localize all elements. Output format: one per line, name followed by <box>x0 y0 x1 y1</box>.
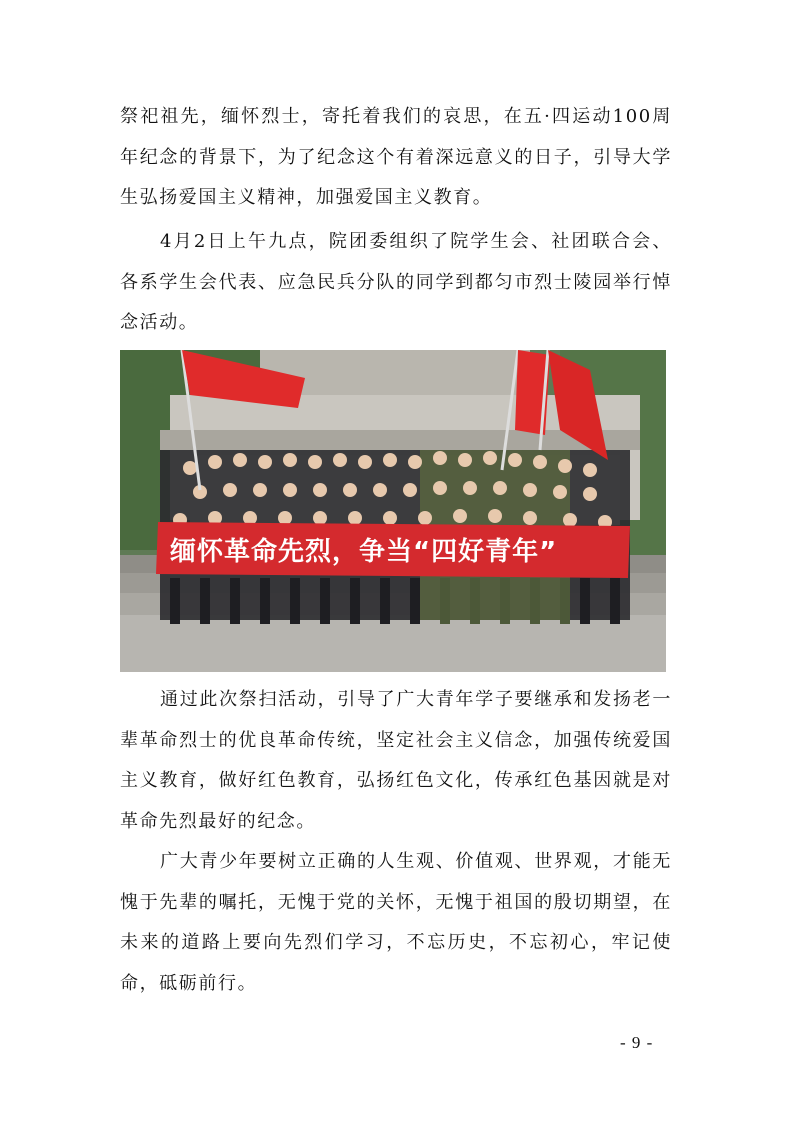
paragraph-call-to-action: 广大青少年要树立正确的人生观、价值观、世界观，才能无愧于先辈的嘱托，无愧于党的关怀，无愧于祖国的殷切期望，在未来的道路上要向先烈们学习，不忘历史，不忘初心，牢记使命，砥砺前行。 <box>120 851 672 994</box>
paragraph-intro: 祭祀祖先，缅怀烈士，寄托着我们的哀思，在五·四运动100周年纪念的背景下，为了纪念这个有着深远意义的日子，引导大学生弘扬爱国主义精神，加强爱国主义教育。 <box>120 106 672 208</box>
group-photo <box>120 350 666 672</box>
paragraph-significance: 通过此次祭扫活动，引导了广大青年学子要继承和发扬老一辈革命烈士的优良革命传统，坚定社会主义信念，加强传统爱国主义教育，做好红色教育，弘扬红色文化，传承红色基因就是对革命先烈最好的纪念。 <box>120 689 672 832</box>
banner-slogan: 缅怀革命先烈，争当“四好青年” <box>170 537 558 567</box>
page-number: - 9 - <box>620 1033 654 1052</box>
paragraph-event: 4月2日上午九点，院团委组织了院学生会、社团联合会、各系学生会代表、应急民兵分队的同学到都匀市烈士陵园举行悼念活动。 <box>120 231 672 333</box>
